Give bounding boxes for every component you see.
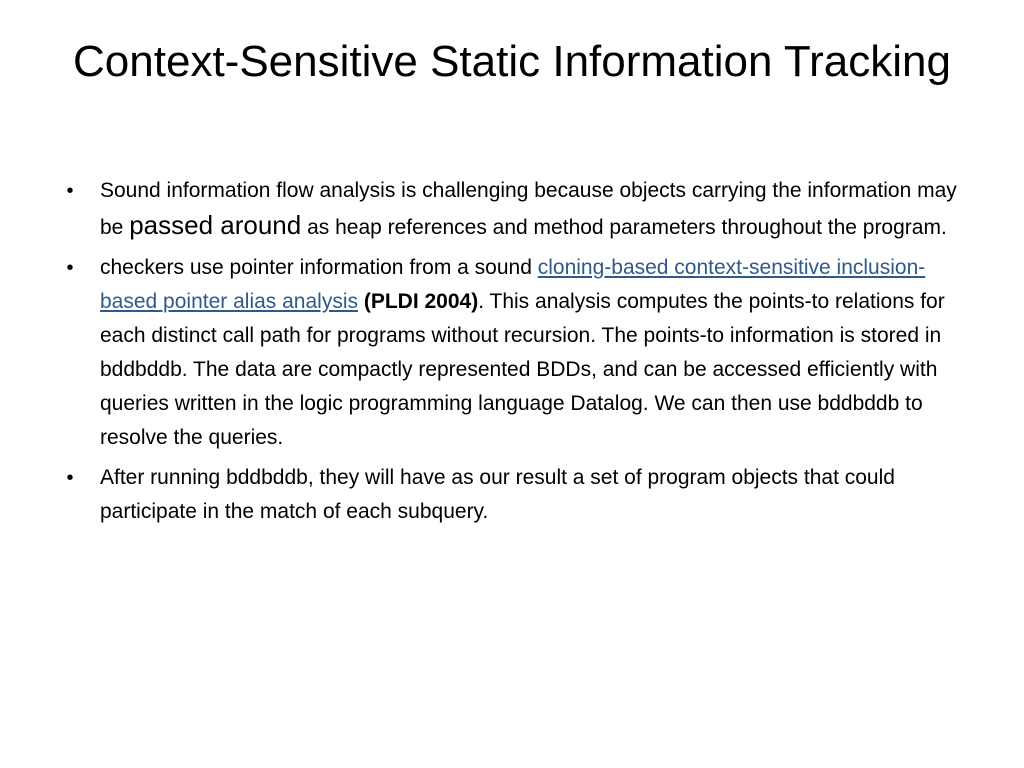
bullet-list xyxy=(60,174,960,535)
citation-text: (PLDI 2004) xyxy=(363,290,479,313)
bullet-text: checkers use pointer information from a sound xyxy=(100,256,538,279)
bullet-text: . This analysis computes the points-to relations for each distinct call path for programs without recursion. The points-to information is stored in bddbddb. The data are compactly represented BDDs, and can be accessed efficiently with queries written in the logic programming language Datalog. We can then use bddbddb to resolve the queries. xyxy=(100,290,945,449)
bullet-marker: • xyxy=(66,180,74,202)
bullet-text: as heap references and method parameters throughout the program. xyxy=(301,216,947,239)
bullet-item xyxy=(60,251,960,455)
bullet-item xyxy=(60,461,960,529)
bullet-text: Sound information flow analysis is challenging because objects carrying the information may be xyxy=(100,179,957,239)
pointer-analysis-link[interactable]: cloning-based context-sensitive inclusion-based pointer alias analysis xyxy=(100,256,926,313)
bullet-marker: • xyxy=(66,257,74,279)
bullet-text: After running bddbddb, they will have as our result a set of program objects that could participate in the match of each subquery. xyxy=(100,466,895,523)
emphasis-text: passed around xyxy=(129,210,302,240)
slide-title: Context-Sensitive Static Information Tracking xyxy=(73,37,951,86)
bullet-item xyxy=(60,174,960,245)
bullet-marker: • xyxy=(66,467,74,489)
